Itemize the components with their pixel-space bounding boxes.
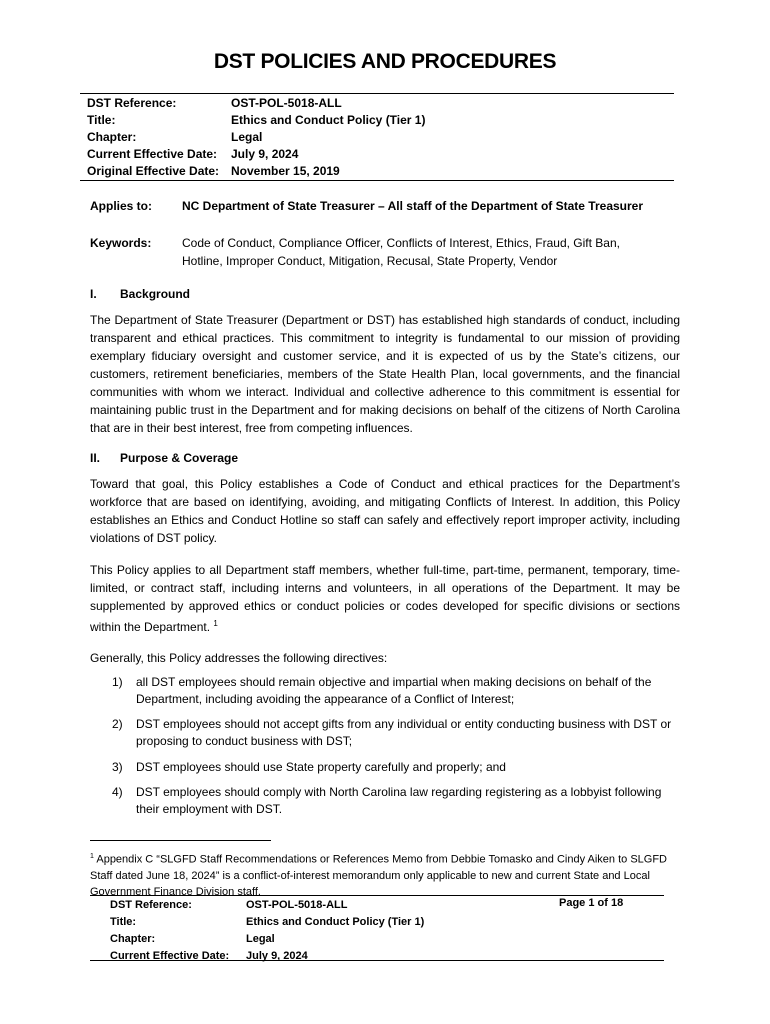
meta-row-reference — [87, 95, 425, 112]
keywords-label: Keywords: — [90, 236, 152, 250]
list-text: DST employees should not accept gifts from any individual or entity conducting business with DST or proposing to conduct business with DST; — [136, 717, 672, 748]
keywords-value: Code of Conduct, Compliance Officer, Conflicts of Interest, Ethics, Fraud, Gift Ban, Hotline, Improper Conduct, Mitigation, Recusal, State Property, Vendor — [182, 236, 620, 268]
header-bottom-rule — [80, 180, 674, 181]
meta-row-original-date — [87, 163, 425, 180]
applies-to-value: NC Department of State Treasurer – All staff of the Department of State Treasurer — [182, 199, 644, 213]
meta-value: July 9, 2024 — [231, 147, 299, 161]
footer-label: Title: — [110, 916, 137, 928]
list-number: 2) — [112, 717, 123, 731]
applies-to-label: Applies to: — [90, 199, 152, 213]
list-item — [112, 716, 680, 750]
footer-bottom-rule — [90, 960, 664, 961]
footer-label: DST Reference: — [110, 899, 192, 911]
footer-row-reference — [110, 897, 424, 914]
footer-value: July 9, 2024 — [246, 950, 308, 962]
applies-to-row — [90, 199, 643, 213]
footnote-marker: 1 — [90, 853, 94, 860]
meta-label: Original Effective Date: — [87, 164, 220, 178]
meta-value: November 15, 2019 — [231, 164, 340, 178]
section-number: II. — [90, 451, 101, 465]
meta-row-chapter — [87, 129, 425, 146]
meta-label: DST Reference: — [87, 96, 177, 110]
footer-value: Ethics and Conduct Policy (Tier 1) — [246, 916, 425, 928]
footnote — [90, 849, 678, 900]
footer-value: OST-POL-5018-ALL — [246, 899, 348, 911]
purpose-paragraph-1: Toward that goal, this Policy establishes a Code of Conduct and ethical practices for the Department’s workforce that are based on identifying, avoiding, and mitigating Conflicts of Interest. In addition, this Policy establishes an Ethics and Conduct Hotline so staff can safely and effectively report improper activity, including violations of DST policy. — [90, 477, 680, 545]
purpose-paragraph-2 — [90, 561, 680, 636]
footer-value: Legal — [246, 933, 275, 945]
list-text: DST employees should comply with North Carolina law regarding registering as a lobbyist following their employment with DST. — [136, 785, 662, 816]
meta-row-title — [87, 112, 425, 129]
background-paragraph: The Department of State Treasurer (Department or DST) has established high standards of conduct, including transparent and ethical practices. This commitment to integrity is fundamental to our mission of providing exemplary fiduciary oversight and customer service, and it is expected of us by the State’s citizens, our customers, retirement beneficiaries, members of the State Health Plan, local governments, and the financial communities with whom we interact. Individual and collective adherence to this commitment is essential for maintaining public trust in the Department and for making decisions on behalf of the citizens of North Carolina that are in their best interest, free from competing influences. — [90, 313, 680, 435]
meta-value: Ethics and Conduct Policy (Tier 1) — [231, 113, 426, 127]
purpose-paragraph-2-text: This Policy applies to all Department staff members, whether full-time, part-time, permanent, temporary, time-limited, or contract staff, including interns and volunteers, in all operations of the Department. It may be supplemented by approved ethics or conduct policies or codes developed for specific divisions or sections within the Department. — [90, 563, 680, 634]
list-item — [112, 674, 680, 708]
footer-row-date — [110, 948, 424, 965]
footnote-text: Appendix C “SLGFD Staff Recommendations or References Memo from Debbie Tomasko and Cindy Aiken to SLGFD Staff dated June 18, 2024” is a conflict-of-interest memorandum only applicable to new and current State and Local Government Finance Division staff. — [90, 853, 667, 898]
footnote-separator — [90, 840, 271, 841]
footer-meta-table — [110, 897, 424, 965]
meta-label: Title: — [87, 113, 116, 127]
section-heading-purpose — [90, 451, 238, 465]
meta-value: Legal — [231, 130, 263, 144]
list-number: 3) — [112, 760, 123, 774]
footer-top-rule — [90, 895, 664, 896]
list-text: DST employees should use State property carefully and properly; and — [136, 760, 506, 774]
footer-label: Current Effective Date: — [110, 950, 230, 962]
purpose-paragraph-3: Generally, this Policy addresses the following directives: — [90, 651, 388, 665]
document-title: DST POLICIES AND PROCEDURES — [213, 50, 557, 73]
footer-row-title — [110, 914, 424, 931]
list-item — [112, 784, 680, 818]
header-top-rule — [80, 93, 674, 94]
meta-row-current-date — [87, 146, 425, 163]
meta-value: OST-POL-5018-ALL — [231, 96, 342, 110]
footnote-reference[interactable]: 1 — [213, 619, 218, 628]
list-item — [112, 759, 680, 776]
footer-label: Chapter: — [110, 933, 156, 945]
list-number: 1) — [112, 675, 123, 689]
keywords-row — [90, 234, 652, 270]
page-number: Page 1 of 18 — [559, 897, 624, 909]
section-heading-background — [90, 287, 190, 301]
meta-label: Chapter: — [87, 130, 137, 144]
section-number: I. — [90, 287, 97, 301]
list-text: all DST employees should remain objective and impartial when making decisions on behalf of the Department, including avoiding the appearance of a Conflict of Interest; — [136, 675, 652, 706]
header-meta-table — [87, 95, 425, 180]
section-title: Purpose & Coverage — [120, 451, 239, 465]
meta-label: Current Effective Date: — [87, 147, 218, 161]
list-number: 4) — [112, 785, 123, 799]
section-title: Background — [120, 287, 191, 301]
footer-row-chapter — [110, 931, 424, 948]
